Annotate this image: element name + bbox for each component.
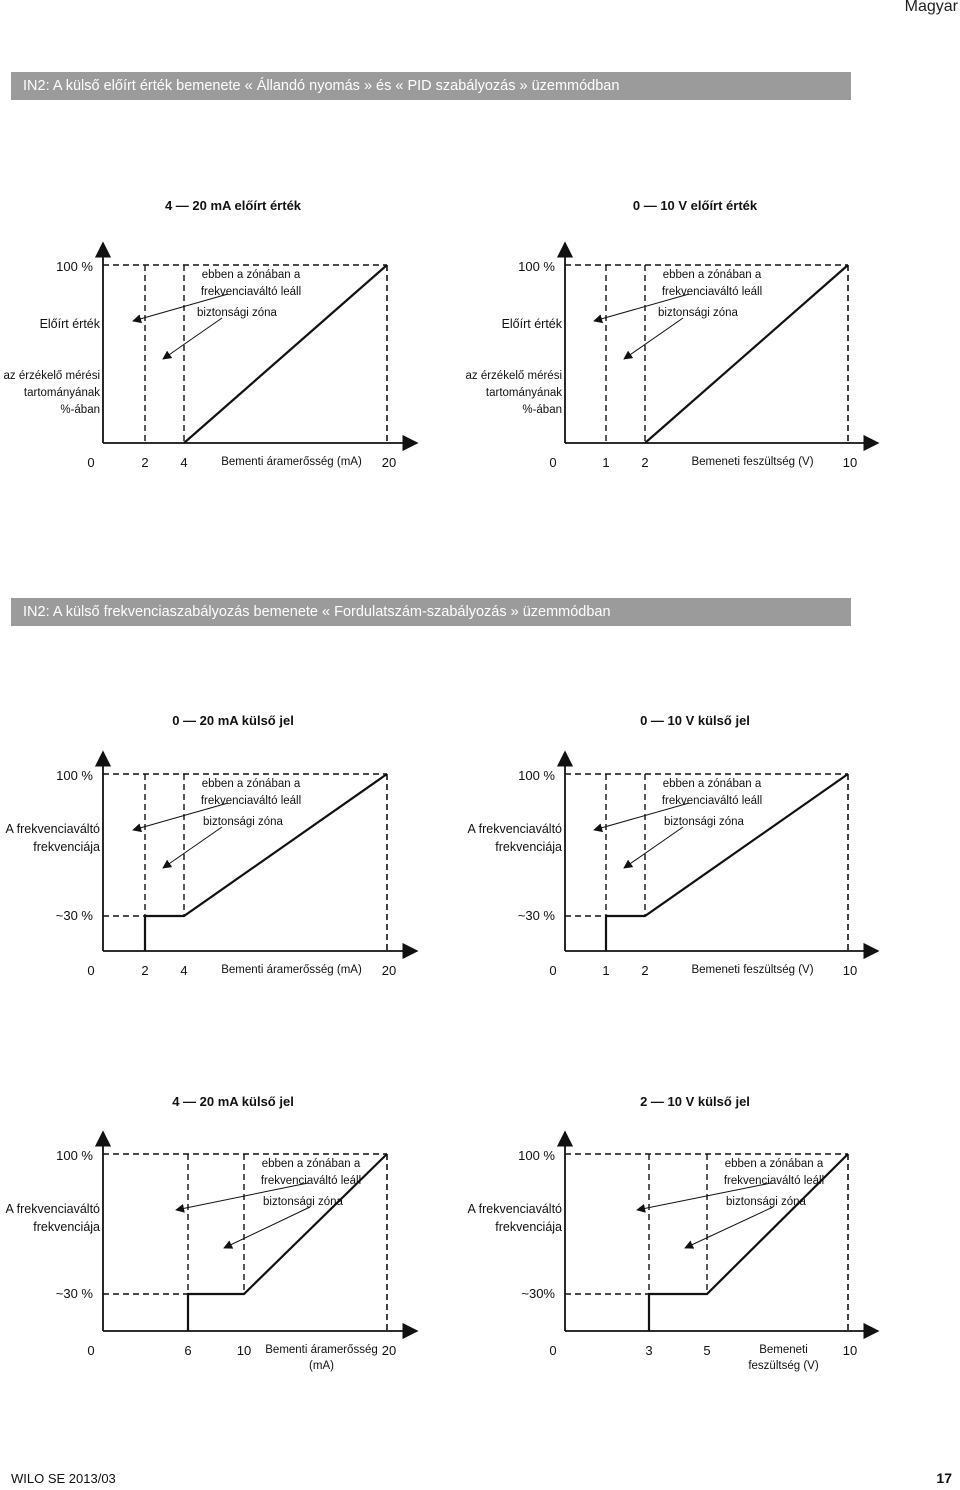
x-tick-label: 2 — [141, 963, 149, 978]
x-tick-label: 3 — [645, 1343, 653, 1358]
footer-publisher: WILO SE 2013/03 — [11, 1471, 116, 1486]
y-axis-label: frekvenciája — [33, 840, 100, 854]
x-origin-label: 0 — [87, 963, 95, 978]
safety-zone-label: biztonsági zóna — [263, 1196, 343, 1208]
diagram-d1 — [3, 198, 417, 470]
safety-arrow — [624, 318, 683, 359]
section-title-1: IN2: A külső előírt érték bemenete « Állandó nyomás » és « PID szabályozás » üzemmódban — [11, 72, 851, 100]
safety-zone-label: biztonsági zóna — [658, 307, 738, 319]
y-axis-sublabel: %-ában — [522, 404, 562, 416]
diagram-title: 0 — 20 mA külső jel — [172, 713, 294, 728]
y-top-label: 100 % — [56, 259, 93, 274]
y-top-label: 100 % — [518, 259, 555, 274]
diagram-title: 0 — 10 V előírt érték — [632, 198, 758, 213]
zone-note-line: frekvenciaváltó leáll — [723, 1175, 825, 1187]
page-number: 17 — [936, 1470, 952, 1486]
safety-zone-label: biztonsági zóna — [203, 816, 283, 828]
x-end-label: 20 — [381, 1343, 397, 1358]
y-axis-label: frekvenciája — [33, 1220, 100, 1234]
diagram-title: 4 — 20 mA külső jel — [172, 1094, 294, 1109]
x-tick-label: 6 — [184, 1343, 192, 1358]
x-origin-label: 0 — [87, 455, 95, 470]
diagram-title: 4 — 20 mA előírt érték — [164, 198, 302, 213]
x-axis-label: feszültség (V) — [748, 1360, 819, 1372]
section-title-2: IN2: A külső frekvenciaszabályozás bemenete « Fordulatszám-szabályozás » üzemmódban — [11, 598, 851, 626]
y-top-label: 100 % — [518, 768, 555, 783]
safety-arrow — [163, 827, 222, 868]
diagram-title: 0 — 10 V külső jel — [640, 713, 750, 728]
x-tick-label: 10 — [236, 1343, 252, 1358]
y-top-label: 100 % — [56, 1148, 93, 1163]
zone-note-line: frekvenciaváltó leáll — [260, 1175, 362, 1187]
zone-note-line: frekvenciaváltó leáll — [200, 286, 302, 298]
x-origin-label: 0 — [87, 1343, 95, 1358]
y-axis-label: Előírt érték — [39, 317, 100, 331]
x-end-label: 10 — [842, 963, 858, 978]
language-label: Magyar — [904, 0, 958, 15]
x-tick-label: 1 — [602, 963, 610, 978]
y-low-label: ~30% — [521, 1286, 555, 1301]
y-axis-label: A frekvenciaváltó — [467, 822, 562, 836]
x-axis-label: Bemeneti feszültség (V) — [691, 456, 814, 468]
zone-note-line: ebben a zónában a — [201, 778, 301, 790]
y-axis-label: frekvenciája — [495, 840, 562, 854]
x-origin-label: 0 — [549, 455, 557, 470]
zone-note-line: ebben a zónában a — [662, 269, 762, 281]
safety-zone-label: biztonsági zóna — [664, 816, 744, 828]
y-axis-label: Előírt érték — [501, 317, 562, 331]
x-end-label: 20 — [381, 963, 397, 978]
safety-zone-label: biztonsági zóna — [197, 307, 277, 319]
x-tick-label: 4 — [180, 963, 188, 978]
zone-note-line: ebben a zónában a — [201, 269, 301, 281]
x-tick-label: 2 — [641, 963, 649, 978]
x-tick-label: 1 — [602, 455, 610, 470]
diagram-d3 — [6, 713, 418, 978]
x-origin-label: 0 — [549, 1343, 557, 1358]
y-axis-sublabel: tartományának — [23, 387, 100, 399]
zone-note-line: ebben a zónában a — [261, 1158, 361, 1170]
diagram-d5 — [6, 1094, 418, 1372]
x-origin-label: 0 — [549, 963, 557, 978]
diagram-d4 — [468, 713, 879, 978]
zone-note-line: frekvenciaváltó leáll — [200, 795, 302, 807]
x-axis-label: Bemeneti feszültség (V) — [691, 964, 814, 976]
y-axis-sublabel: az érzékelő mérési — [3, 370, 100, 382]
x-axis-label: Bementi áramerősség (mA) — [221, 964, 362, 976]
x-tick-label: 5 — [703, 1343, 711, 1358]
zone-note-line: ebben a zónában a — [724, 1158, 824, 1170]
zone-note-line: frekvenciaváltó leáll — [661, 795, 763, 807]
safety-zone-label: biztonsági zóna — [726, 1196, 806, 1208]
x-axis-label: Bemeneti — [759, 1344, 808, 1356]
diagram-title: 2 — 10 V külső jel — [640, 1094, 750, 1109]
x-tick-label: 2 — [641, 455, 649, 470]
safety-arrow — [163, 318, 222, 359]
diagram-d6 — [468, 1094, 879, 1372]
diagram-d2 — [465, 198, 878, 470]
y-top-label: 100 % — [518, 1148, 555, 1163]
x-axis-label: (mA) — [309, 1360, 334, 1372]
safety-arrow — [624, 827, 683, 868]
y-axis-label: frekvenciája — [495, 1220, 562, 1234]
x-tick-label: 4 — [180, 455, 188, 470]
zone-note-line: ebben a zónában a — [662, 778, 762, 790]
y-axis-label: A frekvenciaváltó — [467, 1202, 562, 1216]
y-low-label: ~30 % — [55, 908, 93, 923]
y-top-label: 100 % — [56, 768, 93, 783]
x-end-label: 10 — [842, 455, 858, 470]
y-axis-label: A frekvenciaváltó — [5, 822, 100, 836]
x-axis-label: Bementi áramerősség (mA) — [221, 456, 362, 468]
x-axis-label: Bementi áramerősség — [265, 1344, 378, 1356]
y-low-label: ~30 % — [517, 908, 555, 923]
y-axis-sublabel: az érzékelő mérési — [465, 370, 562, 382]
x-end-label: 10 — [842, 1343, 858, 1358]
y-axis-label: A frekvenciaváltó — [5, 1202, 100, 1216]
x-end-label: 20 — [381, 455, 397, 470]
x-tick-label: 2 — [141, 455, 149, 470]
y-axis-sublabel: tartományának — [485, 387, 562, 399]
y-low-label: ~30 % — [55, 1286, 93, 1301]
y-axis-sublabel: %-ában — [60, 404, 100, 416]
zone-note-line: frekvenciaváltó leáll — [661, 286, 763, 298]
